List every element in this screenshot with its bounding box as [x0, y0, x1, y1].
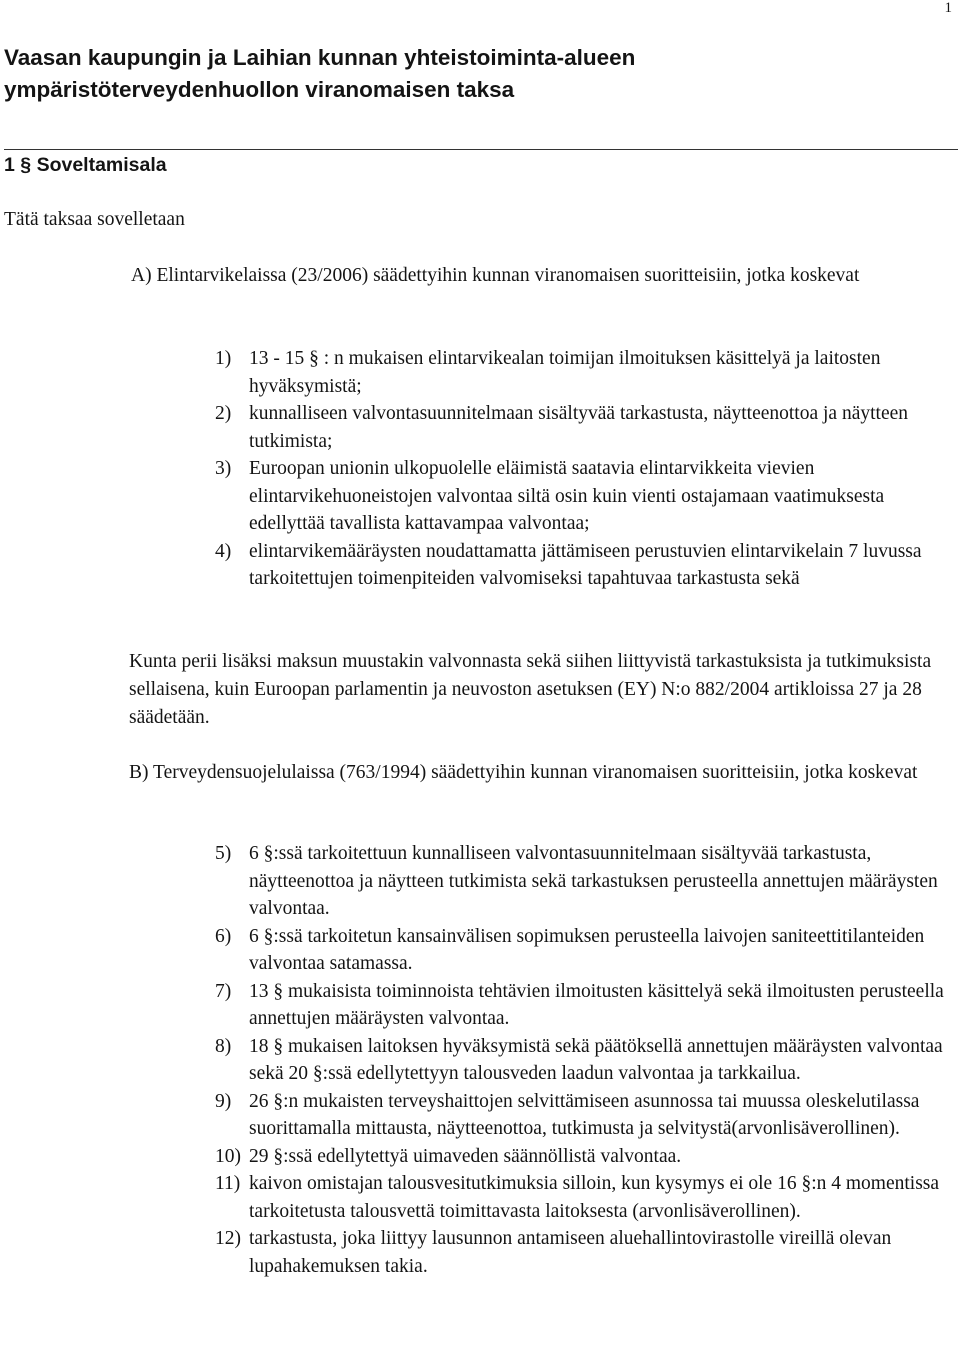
part-b-list	[215, 840, 955, 1280]
list-item	[215, 400, 950, 455]
item-text: 6 §:ssä tarkoitetun kansainvälisen sopimuksen perusteella laivojen saniteettitilanteiden valvontaa satamassa.	[249, 925, 925, 974]
item-number: 6)	[215, 925, 232, 947]
part-b-heading: B) Terveydensuojelulaissa (763/1994) säädettyihin kunnan viranomaisen suoritteisiin, jotka koskevat	[129, 762, 918, 783]
section-number: 1	[4, 154, 15, 176]
part-a-extra: Kunta perii lisäksi maksun muustakin valvonnasta sekä siihen liittyvistä tarkastuksista ja tutkimuksista sellaisena, kuin Euroopan parlamentin ja neuvoston asetuksen (EY) N:o 882/2004 artikloissa 27 ja 28 säädetään.	[129, 651, 932, 728]
item-number: 3)	[215, 458, 232, 479]
list-item	[215, 1170, 955, 1225]
title-line-1: Vaasan kaupungin ja Laihian kunnan yhteistoiminta-alueen	[4, 45, 636, 70]
item-number: 12)	[215, 1228, 241, 1249]
list-item	[215, 1088, 955, 1143]
list-item	[215, 455, 950, 538]
item-number: 11)	[215, 1173, 241, 1194]
item-number: 2)	[215, 403, 232, 424]
item-number: 5)	[215, 843, 232, 864]
list-item	[215, 345, 950, 400]
list-item	[215, 978, 955, 1033]
section-heading	[4, 150, 167, 180]
list-item	[215, 1225, 955, 1280]
item-text: elintarvikemääräysten noudattamatta jättämiseen perustuvien elintarvikelain 7 luvussa tarkoitettujen toimenpiteiden valvomiseksi tapahtuvaa tarkastusta sekä	[249, 540, 922, 589]
list-item	[215, 538, 950, 593]
item-number: 9)	[215, 1090, 232, 1112]
document-title	[4, 42, 944, 106]
item-text: 13 - 15 § : n mukaisen elintarvikealan toimijan ilmoituksen käsittelyä ja laitosten hyväksymistä;	[249, 348, 881, 397]
item-number: 10)	[215, 1145, 241, 1167]
item-text: 29 §:ssä edellytettyä uimaveden säännöllistä valvontaa.	[249, 1145, 682, 1167]
section-title: Soveltamisala	[36, 154, 167, 176]
part-a-list	[215, 345, 950, 593]
item-text: Euroopan unionin ulkopuolelle eläimistä saatavia elintarvikkeita vievien elintarvikehuoneistojen valvontaa siltä osin kuin vienti ostajamaan vaatimuksesta edellyttää tavallista kattavampaa valvontaa;	[249, 458, 885, 534]
item-text: kunnalliseen valvontasuunnitelmaan sisältyvää tarkastusta, näytteenottoa ja näytteen tutkimista;	[249, 403, 909, 452]
section-sign: §	[20, 154, 32, 176]
item-text: 13 § mukaisista toiminnoista tehtävien ilmoitusten käsittelyä sekä ilmoitusten perusteella annettujen määräysten valvontaa.	[249, 980, 944, 1029]
item-number: 1)	[215, 348, 232, 369]
item-text: 26 §:n mukaisten terveyshaittojen selvittämiseen asunnossa tai muussa oleskelutilassa suorittamalla mittausta, näytteenottoa, tutkimusta ja selvitystä(arvonlisäverollinen).	[249, 1090, 920, 1139]
item-number: 4)	[215, 540, 232, 562]
item-number: 7)	[215, 980, 232, 1002]
list-item	[215, 1033, 955, 1088]
part-a-heading: A) Elintarvikelaissa (23/2006) säädettyihin kunnan viranomaisen suoritteisiin, jotka koskevat	[131, 265, 860, 286]
title-line-2: ympäristöterveydenhuollon viranomaisen taksa	[4, 77, 515, 102]
list-item	[215, 1143, 955, 1171]
item-text: 6 §:ssä tarkoitettuun kunnalliseen valvontasuunnitelmaan sisältyvää tarkastusta, näytteenottoa ja näytteen tutkimista sekä tarkastuksen perusteella annettujen määräysten valvontaa.	[249, 843, 938, 919]
item-text: 18 § mukaisen laitoksen hyväksymistä sekä päätöksellä annettujen määräysten valvontaa sekä 20 §:ssä edellytettyyn talousveden laadun valvontaa ja tarkkailua.	[249, 1035, 943, 1084]
list-item	[215, 840, 955, 923]
page-number: 1	[944, 0, 952, 16]
list-item	[215, 923, 955, 978]
item-text: tarkastusta, joka liittyy lausunnon antamiseen aluehallintovirastolle vireillä olevan lupahakemuksen takia.	[249, 1228, 892, 1277]
item-text: kaivon omistajan talousvesitutkimuksia silloin, kun kysymys ei ole 16 §:n 4 momentissa tarkoitetusta talousvettä toimittavasta laitoksesta (arvonlisäverollinen).	[249, 1173, 940, 1222]
intro-text: Tätä taksaa sovelletaan	[4, 209, 185, 230]
item-number: 8)	[215, 1035, 232, 1057]
